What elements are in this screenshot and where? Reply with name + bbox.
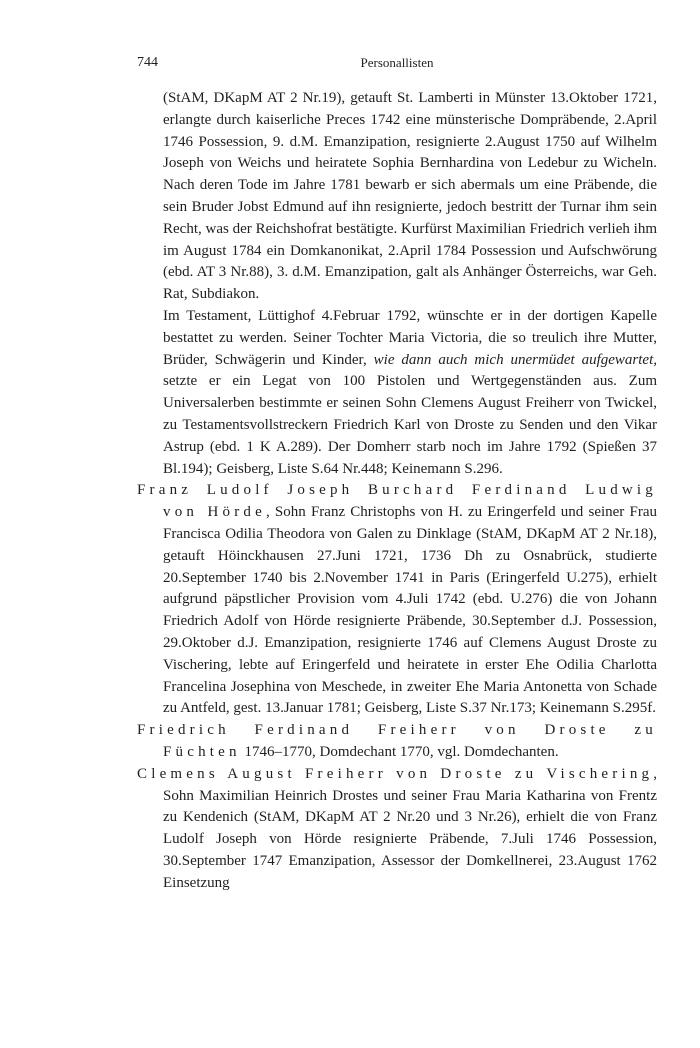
italic-quotation: wie dann auch mich unermüdet aufgewartet,: [373, 351, 657, 368]
entry-name: Franz Ludolf Joseph Burchard Ferdinand Ludwig von Hörde: [137, 482, 657, 521]
page-header: [137, 55, 657, 77]
page-body: [137, 88, 657, 894]
testament-paragraph: [137, 306, 657, 480]
paragraph-text: (StAM, DKapM AT 2 Nr.19), getauft St. Lamberti in Münster 13.Oktober 1721, erlangte durch kaiserliche Preces 1742 eine münsterische Dompräbende, 2.April 1746 Possession, 9. d.M. Emanzipation, resignierte 2.August 1750 auf Wilhelm Joseph von Weichs und heiratete Sophia Bernhardina von Ledebur zu Wicheln. Nach deren Tode im Jahre 1781 bewarb er sich abermals um eine Präbende, die sein Bruder Jobst Edmund auf ihn resignierte, jedoch bestritt der Turnar ihm sein Recht, was der Reichshofrat bestätigte. Kurfürst Maximilian Friedrich verlieh ihm im August 1784 ein Domkanonikat, 2.April 1784 Possession und Aufschwörung (ebd. AT 3 Nr.88), 3. d.M. Emanzipation, galt als Anhänger Österreichs, war Geh. Rat, Subdiakon.: [163, 90, 657, 303]
entry-franz-ludolf-von-hoerde: [137, 480, 657, 720]
entry-text: , Sohn Maximilian Heinrich Drostes und seiner Frau Maria Katharina von Frentz zu Kendenich (StAM, DKapM AT 2 Nr.20 und 3 Nr.26), erhielt die von Franz Ludolf Joseph von Hörde resignierte Präbende, 7.Juli 1746 Possession, 30.September 1747 Emanzipation, Assessor der Domkellnerei, 23.August 1762 Einsetzung: [163, 765, 657, 891]
entry-text: 1746–1770, Domdechant 1770, vgl. Domdechanten.: [240, 743, 559, 760]
page-number: 744: [137, 55, 158, 70]
entry-friedrich-ferdinand-droste: [137, 720, 657, 764]
entry-name: Clemens August Freiherr von Droste zu Vischering: [137, 765, 654, 782]
entry-text: , Sohn Franz Christophs von H. zu Eringerfeld und seiner Frau Francisca Odilia Theodora von Galen zu Dinklage (StAM, DKapM AT 2 Nr.18), getauft Höinckhausen 27.Juni 1721, 1736 Dh zu Osnabrück, studierte 20.September 1740 bis 2.November 1741 in Paris (Eringerfeld U.275), erhielt aufgrund päpstlicher Provision vom 4.Juli 1742 (ebd. U.276) die von Johann Friedrich Adolf von Hörde resignierte Präbende, 30.September d.J. Possession, 29.Oktober d.J. Emanzipation, resignierte 1746 auf Clemens August Droste zu Vischering, lebte auf Eringerfeld und heiratete in erster Ehe Odilia Charlotta Francelina Josephina von Meschede, in zweiter Ehe Maria Antonetta von Schade zu Antfeld, gest. 13.Januar 1781; Geisberg, Liste S.37 Nr.173; Keinemann S.295f.: [163, 504, 657, 717]
entry-clemens-august-droste: [137, 764, 657, 895]
paragraph-text: setzte er ein Legat von 100 Pistolen und Wertgegenständen aus. Zum Universalerben bestimmte er seinen Sohn Clemens August Freiherr von Twickel, zu Testamentsvollstreckern Friedrich Karl von Droste zu Senden und den Vikar Astrup (ebd. 1 K A.289). Der Domherr starb noch im Jahre 1792 (Spießen 37 Bl.194); Geisberg, Liste S.64 Nr.448; Keinemann S.296.: [163, 373, 657, 477]
running-head: Personallisten: [360, 55, 434, 70]
continued-entry-paragraph: [137, 88, 657, 306]
entry-name: Friedrich Ferdinand Freiherr von Droste zu Füchten: [137, 722, 657, 760]
paragraph-text: Im Testament, Lüttighof 4.Februar 1792, wünschte er in der dortigen Kapelle bestattet zu werden. Seiner Tochter Maria Victoria, die so treulich ihre Mutter, Brüder, Schwägerin und Kinder,: [163, 307, 657, 368]
